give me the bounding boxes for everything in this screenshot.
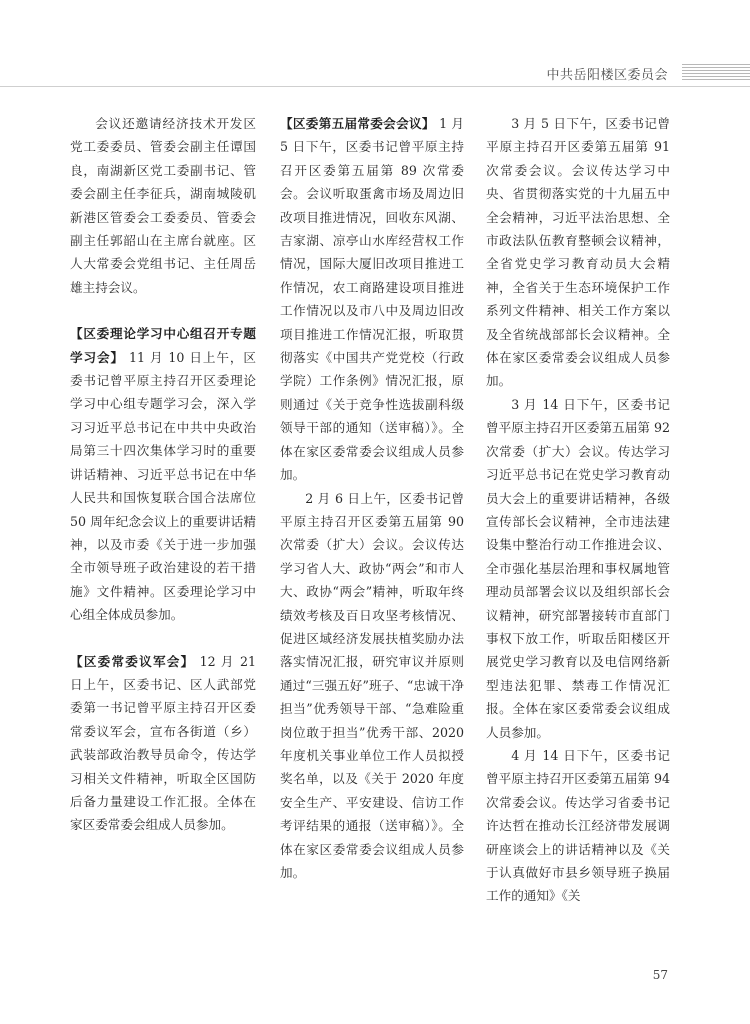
column-2 xyxy=(280,112,464,884)
section-body: 1 月 5 日下午，区委书记曾平原主持召开区委第五届第 89 次常委会。会议听取蛋禽市场及周边旧改项目推进情况，回收东风湖、吉家湖、凉亭山水库经营权工作情况，国际大厦旧改项目推进工作情况，农工商路建设项目推进工作情况以及市八中及周边旧改项目推进工作情况汇报，听取贯彻落实《中国共产党党校（行政学院）工作条例》情况汇报，原则通过《关于竞争性选拔副科级领导干部的通知（送审稿）》。全体在家区委常委会议组成人员参加。 xyxy=(280,116,464,483)
paragraph: 会议还邀请经济技术开发区党工委委员、管委会副主任谭国良，南湖新区党工委副书记、管委会副主任李征兵，湖南城陵矶新港区管委会工委委员、管委会副主任郭韶山在主席台就座。区人大常委会党组书记、主任周岳雄主持会议。 xyxy=(70,116,256,295)
paragraph: 3 月 5 日下午，区委书记曾平原主持召开区委第五届第 91 次常委会议。会议传达学习中央、省贯彻落实党的十九届五中全会精神，习近平法治思想、全市政法队伍教育整顿会议精神，全省党史学习教育动员大会精神，全省关于生态环境保护工作系列文件精神、相关工作方案以及全省统战部部长会议精神。全体在家区委常委会议组成人员参加。 xyxy=(486,116,670,389)
section-paragraph xyxy=(280,112,464,487)
column-3 xyxy=(486,112,670,908)
header-decoration xyxy=(682,64,750,82)
section-body: 11 月 10 日上午，区委书记曾平原主持召开区委理论学习中心组专题学习会，深入学习习近平总书记在中共中央政治局第三十四次集体学习时的重要讲话精神、习近平总书记在中华人民共和国恢复联合国合法席位 50 周年纪念会议上的重要讲话精神，以及市委《关于进一步加强全市领导班子政治建设的若干措施》文件精神。区委理论学习中心组全体成员参加。 xyxy=(70,349,256,623)
page-header-title: 中共岳阳楼区委员会 xyxy=(546,68,668,83)
section-heading: 【区委第五届常委会会议】 xyxy=(280,116,435,131)
section-paragraph xyxy=(70,322,256,626)
column-1 xyxy=(70,112,256,837)
paragraph: 4 月 14 日下午，区委书记曾平原主持召开区委第五届第 94 次常委会议。传达学习省委书记许达哲在推动长江经济带发展调研座谈会上的讲话精神以及《关于认真做好市县乡领导班子换届工作的通知》《关 xyxy=(486,747,670,904)
page-number: 57 xyxy=(652,968,668,982)
header-divider xyxy=(0,86,750,87)
section-paragraph xyxy=(70,650,256,837)
paragraph: 2 月 6 日上午，区委书记曾平原主持召开区委第五届第 90 次常委（扩大）会议。会议传达学习省人大、政协“两会”和市人大、政协“两会”精神，听取年终绩效考核及百日攻坚考核情况、促进区域经济发展扶植奖励办法落实情况汇报，研究审议并原则通过“三强五好”班子、“忠诚干净担当”优秀领导干部、“急难险重岗位敢于担当”优秀干部、2020 年度机关事业单位工作人员拟授奖名单，以及《关于 2020 年度安全生产、平安建设、信访工作考评结果的通报（送审稿）》。全体在家区委常委会议组成人员参加。 xyxy=(280,490,464,880)
section-body: 12 月 21 日上午，区委书记、区人武部党委第一书记曾平原主持召开区委常委议军会，宣布各街道（乡）武装部政治教导员命令，传达学习相关文件精神，听取全区国防后备力量建设工作汇报。全体在家区委常委会组成人员参加。 xyxy=(70,653,256,833)
paragraph: 3 月 14 日下午，区委书记曾平原主持召开区委第五届第 92 次常委（扩大）会议。传达学习习近平总书记在党史学习教育动员大会上的重要讲话精神，各级宣传部长会议精神，全市违法建设集中整治行动工作推进会议、全市强化基层治理和事权属地管理动员部署会议以及组织部长会议精神，研究部署接转市直部门事权下放工作，听取岳阳楼区开展党史学习教育以及电信网络新型违法犯罪、禁毒工作情况汇报。全体在家区委常委会议组成人员参加。 xyxy=(486,396,670,740)
section-heading: 【区委理论学习中心组召开专题学习会】 xyxy=(70,326,256,365)
section-heading: 【区委常委议军会】 xyxy=(70,653,195,669)
